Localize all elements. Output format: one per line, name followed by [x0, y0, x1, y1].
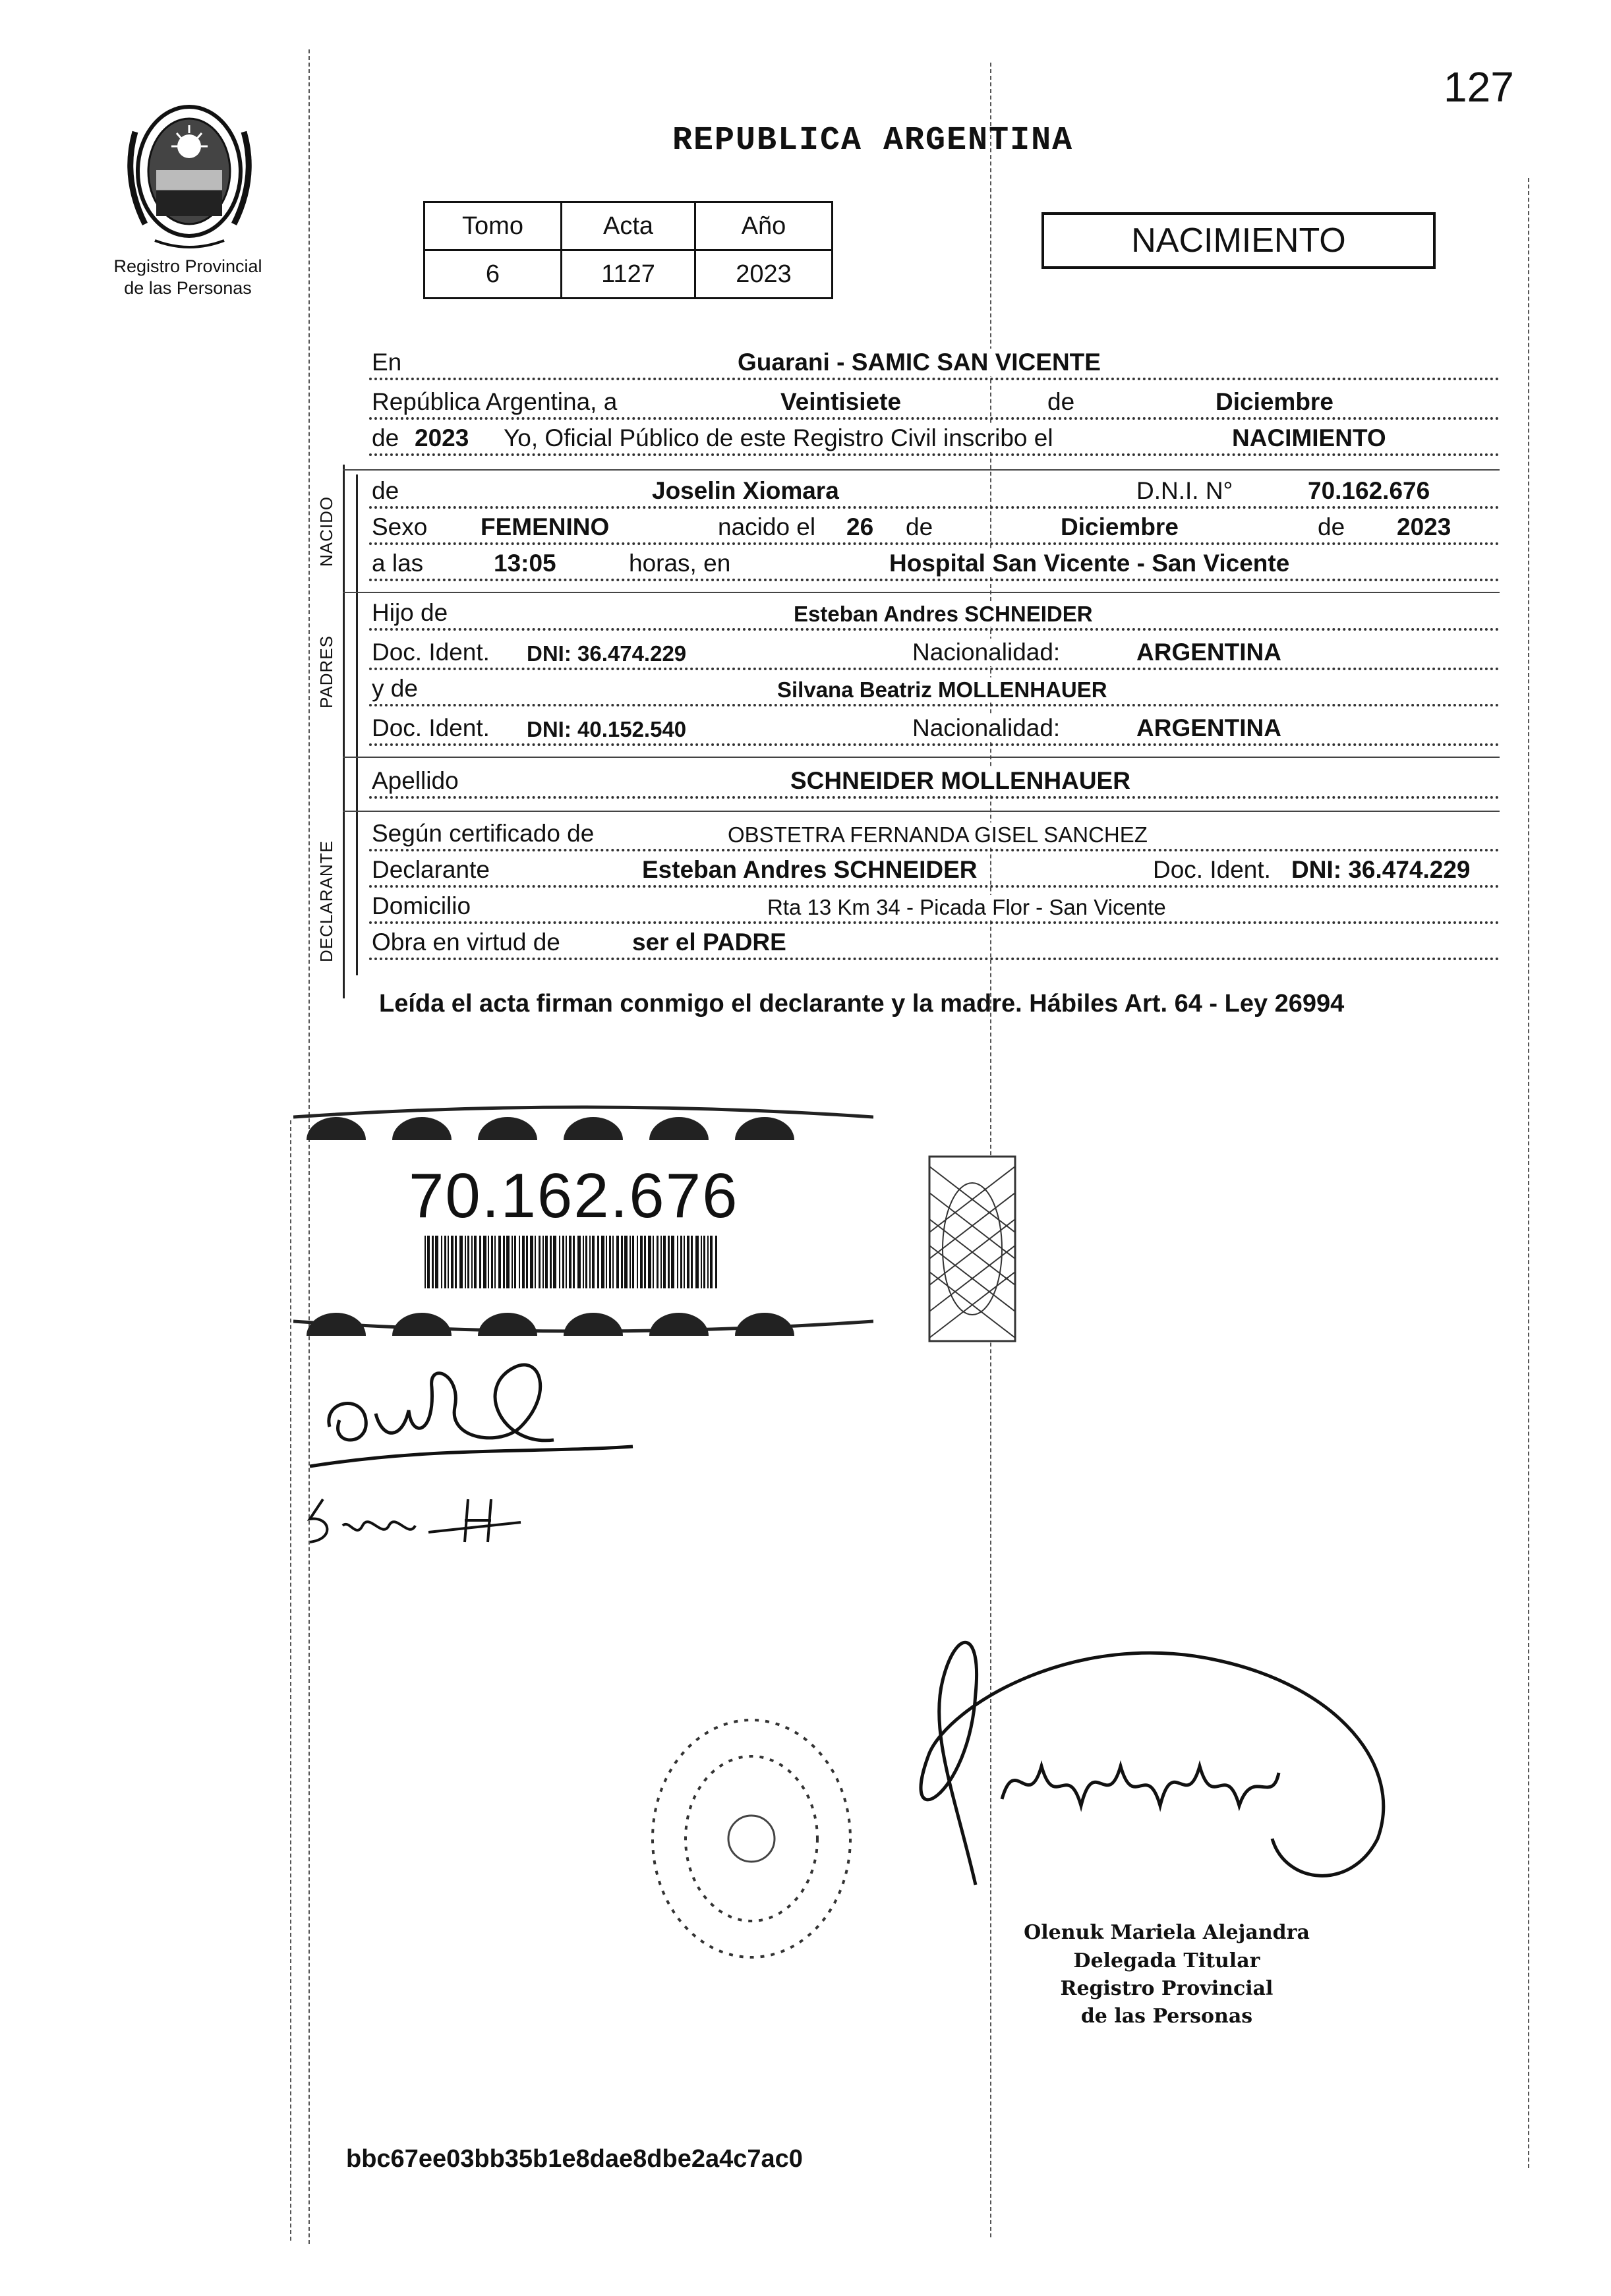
barcode-bar	[535, 1236, 536, 1288]
row-inscripcion	[369, 422, 1500, 460]
label-madre-nac: Nacionalidad:	[910, 714, 1063, 742]
barcode-bar	[559, 1236, 560, 1288]
row-padre-doc	[369, 636, 1500, 674]
value-padre-nac: ARGENTINA	[1134, 639, 1284, 666]
row-apellido	[369, 764, 1500, 803]
value-nac-dia: 26	[844, 513, 876, 541]
row-sexo	[369, 511, 1500, 549]
label-a-las: a las	[369, 550, 426, 577]
barcode-bar	[514, 1236, 516, 1288]
barcode-bar	[566, 1236, 567, 1288]
barcode-bar	[539, 1236, 541, 1288]
barcode-bar	[441, 1236, 442, 1288]
row-domicilio	[369, 890, 1500, 928]
barcode-bar	[663, 1236, 666, 1288]
row-padre	[369, 596, 1500, 635]
official-title: Delegada Titular	[1073, 1949, 1260, 1972]
barcode-bar	[435, 1236, 438, 1288]
label-padre-doc: Doc. Ident.	[369, 639, 492, 666]
barcode-bar	[684, 1236, 685, 1288]
barcode-bar	[648, 1236, 651, 1288]
barcode-bar	[715, 1236, 717, 1288]
barcode-bar	[471, 1236, 473, 1288]
barcode-bar	[553, 1236, 556, 1288]
value-anio: 2023	[695, 250, 833, 299]
separator-1	[343, 469, 1500, 471]
value-lugar: Guarani - SAMIC SAN VICENTE	[735, 349, 1103, 376]
label-de-nombre: de	[369, 477, 401, 505]
barcode-bar	[503, 1236, 505, 1288]
label-en: En	[369, 349, 404, 376]
barcode-bar	[657, 1236, 659, 1288]
official-name: Olenuk Mariela Alejandra	[1024, 1921, 1310, 1944]
row-lugar	[369, 346, 1500, 384]
barcode-bar	[695, 1236, 699, 1288]
barcode-bar	[545, 1236, 548, 1288]
row-madre	[369, 672, 1500, 710]
registry-header-row	[425, 202, 833, 250]
certificate-type-box: NACIMIENTO	[1041, 212, 1436, 269]
value-nombre: Joselin Xiomara	[649, 477, 842, 505]
value-mes: Diciembre	[1213, 388, 1336, 416]
barcode-bar	[616, 1236, 619, 1288]
barcode-bar	[606, 1236, 607, 1288]
value-lugar-nac: Hospital San Vicente - San Vicente	[887, 550, 1292, 577]
barcode-bar	[522, 1236, 525, 1288]
main-title: REPUBLICA ARGENTINA	[672, 122, 1074, 159]
label-dni: D.N.I. N°	[1134, 477, 1235, 505]
barcode-bar	[455, 1236, 457, 1288]
right-margin-line	[1528, 178, 1529, 2168]
value-tipo: NACIMIENTO	[1229, 424, 1389, 452]
barcode-bar	[597, 1236, 599, 1288]
barcode-bar	[451, 1236, 454, 1288]
value-decl-dni: DNI: 36.474.229	[1289, 856, 1473, 884]
registry-value-row	[425, 250, 833, 299]
barcode-bar	[691, 1236, 693, 1288]
value-nac-anio: 2023	[1394, 513, 1453, 541]
dni-sticker-number: 70.162.676	[409, 1161, 739, 1231]
barcode-bar	[585, 1236, 587, 1288]
value-madre-nac: ARGENTINA	[1134, 714, 1284, 742]
row-nombre	[369, 474, 1500, 513]
value-dia-letras: Veintisiete	[778, 388, 904, 416]
value-tomo: 6	[425, 250, 562, 299]
barcode-bar	[519, 1236, 520, 1288]
barcode-bar	[621, 1236, 623, 1288]
label-domicilio: Domicilio	[369, 892, 473, 920]
mother-signature	[303, 1486, 527, 1552]
value-certificado: OBSTETRA FERNANDA GISEL SANCHEZ	[725, 822, 1150, 847]
value-padre: Esteban Andres SCHNEIDER	[791, 602, 1096, 627]
barcode-bar	[526, 1236, 528, 1288]
document-hash: bbc67ee03bb35b1e8dae8dbe2a4c7ac0	[346, 2145, 803, 2173]
header-anio: Año	[695, 202, 833, 250]
label-hijo-de: Hijo de	[369, 599, 450, 627]
barcode-bar	[592, 1236, 595, 1288]
row-certificado	[369, 817, 1500, 855]
barcode-bar	[624, 1236, 628, 1288]
barcode-bar	[542, 1236, 544, 1288]
barcode-bar	[701, 1236, 702, 1288]
barcode-bar	[498, 1236, 501, 1288]
barcode-bar	[687, 1236, 689, 1288]
label-padre-nac: Nacionalidad:	[910, 639, 1063, 666]
barcode-bar	[612, 1236, 614, 1288]
value-declarante: Esteban Andres SCHNEIDER	[639, 856, 980, 884]
separator-4	[343, 811, 1500, 812]
official-stamp	[639, 1710, 877, 1967]
value-dni: 70.162.676	[1305, 477, 1432, 505]
barcode-bar	[601, 1236, 604, 1288]
barcode-bar	[491, 1236, 493, 1288]
crest-caption-line2: de las Personas	[124, 278, 252, 298]
closing-text: Leída el acta firman conmigo el declarante y la madre. Hábiles Art. 64 - Ley 26994	[379, 990, 1345, 1018]
declarant-signature	[303, 1348, 646, 1479]
barcode-bar	[494, 1236, 496, 1288]
barcode-bar	[707, 1236, 709, 1288]
crest-caption-line1: Registro Provincial	[113, 256, 262, 276]
label-y-de: y de	[369, 675, 421, 703]
header-tomo: Tomo	[425, 202, 562, 250]
label-republica: República Argentina, a	[369, 388, 620, 416]
barcode-bar	[653, 1236, 654, 1288]
label-decl-doc: Doc. Ident.	[1150, 856, 1274, 884]
label-apellido: Apellido	[369, 767, 461, 795]
barcode-bar	[680, 1236, 682, 1288]
barcode-bar	[630, 1236, 631, 1288]
barcode-bar	[577, 1236, 581, 1288]
label-de: de	[1045, 388, 1077, 416]
value-apellido: SCHNEIDER MOLLENHAUER	[788, 767, 1133, 795]
barcode-bar	[506, 1236, 510, 1288]
row-madre-doc	[369, 712, 1500, 750]
row-fecha	[369, 386, 1500, 424]
label-oficial: Yo, Oficial Público de este Registro Civil inscribo el	[501, 424, 1056, 452]
value-anio: 2023	[412, 424, 471, 452]
value-sexo: FEMENINO	[478, 513, 612, 541]
value-hora: 13:05	[491, 550, 559, 577]
barcode-bar	[640, 1236, 643, 1288]
separator-3	[343, 757, 1500, 758]
barcode-bar	[644, 1236, 646, 1288]
misiones-crest-icon	[115, 92, 264, 257]
value-obra: ser el PADRE	[630, 929, 789, 956]
official-signature	[877, 1601, 1430, 1905]
barcode-bar	[444, 1236, 446, 1288]
label-madre-doc: Doc. Ident.	[369, 714, 492, 742]
barcode-bar	[583, 1236, 584, 1288]
form-left-rule	[343, 465, 345, 998]
barcode-bar	[467, 1236, 469, 1288]
official-org-line2: de las Personas	[1080, 2005, 1253, 2028]
left-margin-line-2	[290, 1120, 291, 2241]
label-obra: Obra en virtud de	[369, 929, 563, 956]
value-nac-mes: Diciembre	[1058, 513, 1181, 541]
official-org-line1: Registro Provincial	[1060, 1977, 1274, 2000]
page-number: 127	[1444, 63, 1514, 111]
value-madre: Silvana Beatriz MOLLENHAUER	[775, 677, 1110, 703]
barcode-bar	[637, 1236, 638, 1288]
label-nac-de2: de	[1315, 513, 1347, 541]
barcode-bar	[589, 1236, 591, 1288]
value-acta: 1127	[562, 250, 695, 299]
barcode-bar	[427, 1236, 430, 1288]
barcode-bar	[660, 1236, 662, 1288]
barcode-bar	[562, 1236, 564, 1288]
side-label-declarante: DECLARANTE	[316, 840, 336, 962]
crest-caption	[99, 256, 277, 299]
header-acta: Acta	[562, 202, 695, 250]
label-nacido-el: nacido el	[715, 513, 818, 541]
barcode-bar	[703, 1236, 705, 1288]
label-de-anio: de	[369, 424, 401, 452]
barcode-bar	[677, 1236, 678, 1288]
barcode-bar	[609, 1236, 611, 1288]
label-certificado: Según certificado de	[369, 820, 597, 847]
value-padre-dni: DNI: 36.474.229	[524, 641, 689, 666]
row-obra	[369, 926, 1500, 964]
side-label-nacido: NACIDO	[316, 496, 336, 567]
barcode-bar	[710, 1236, 713, 1288]
barcode-bar	[573, 1236, 575, 1288]
side-label-padres: PADRES	[316, 635, 336, 708]
barcode-bar	[425, 1236, 426, 1288]
form-inner-rule	[356, 474, 358, 975]
barcode-icon	[422, 1236, 718, 1288]
barcode-bar	[432, 1236, 434, 1288]
barcode-bar	[488, 1236, 489, 1288]
hologram-seal-icon	[926, 1153, 1018, 1344]
barcode-bar	[448, 1236, 449, 1288]
row-hora	[369, 547, 1500, 585]
separator-2	[343, 592, 1500, 593]
barcode-bar	[632, 1236, 634, 1288]
label-horas-en: horas, en	[626, 550, 733, 577]
barcode-bar	[668, 1236, 670, 1288]
barcode-bar	[474, 1236, 477, 1288]
row-declarante	[369, 853, 1500, 892]
registry-table	[423, 201, 833, 299]
label-declarante: Declarante	[369, 856, 492, 884]
barcode-bar	[459, 1236, 463, 1288]
barcode-bar	[550, 1236, 552, 1288]
barcode-bar	[512, 1236, 513, 1288]
barcode-bar	[483, 1236, 486, 1288]
barcode-bar	[465, 1236, 466, 1288]
barcode-bar	[479, 1236, 481, 1288]
barcode-bar	[530, 1236, 533, 1288]
value-madre-dni: DNI: 40.152.540	[524, 717, 689, 742]
label-nac-de: de	[903, 513, 935, 541]
value-domicilio: Rta 13 Km 34 - Picada Flor - San Vicente	[765, 895, 1169, 920]
barcode-bar	[569, 1236, 571, 1288]
barcode-bar	[671, 1236, 674, 1288]
label-sexo: Sexo	[369, 513, 430, 541]
